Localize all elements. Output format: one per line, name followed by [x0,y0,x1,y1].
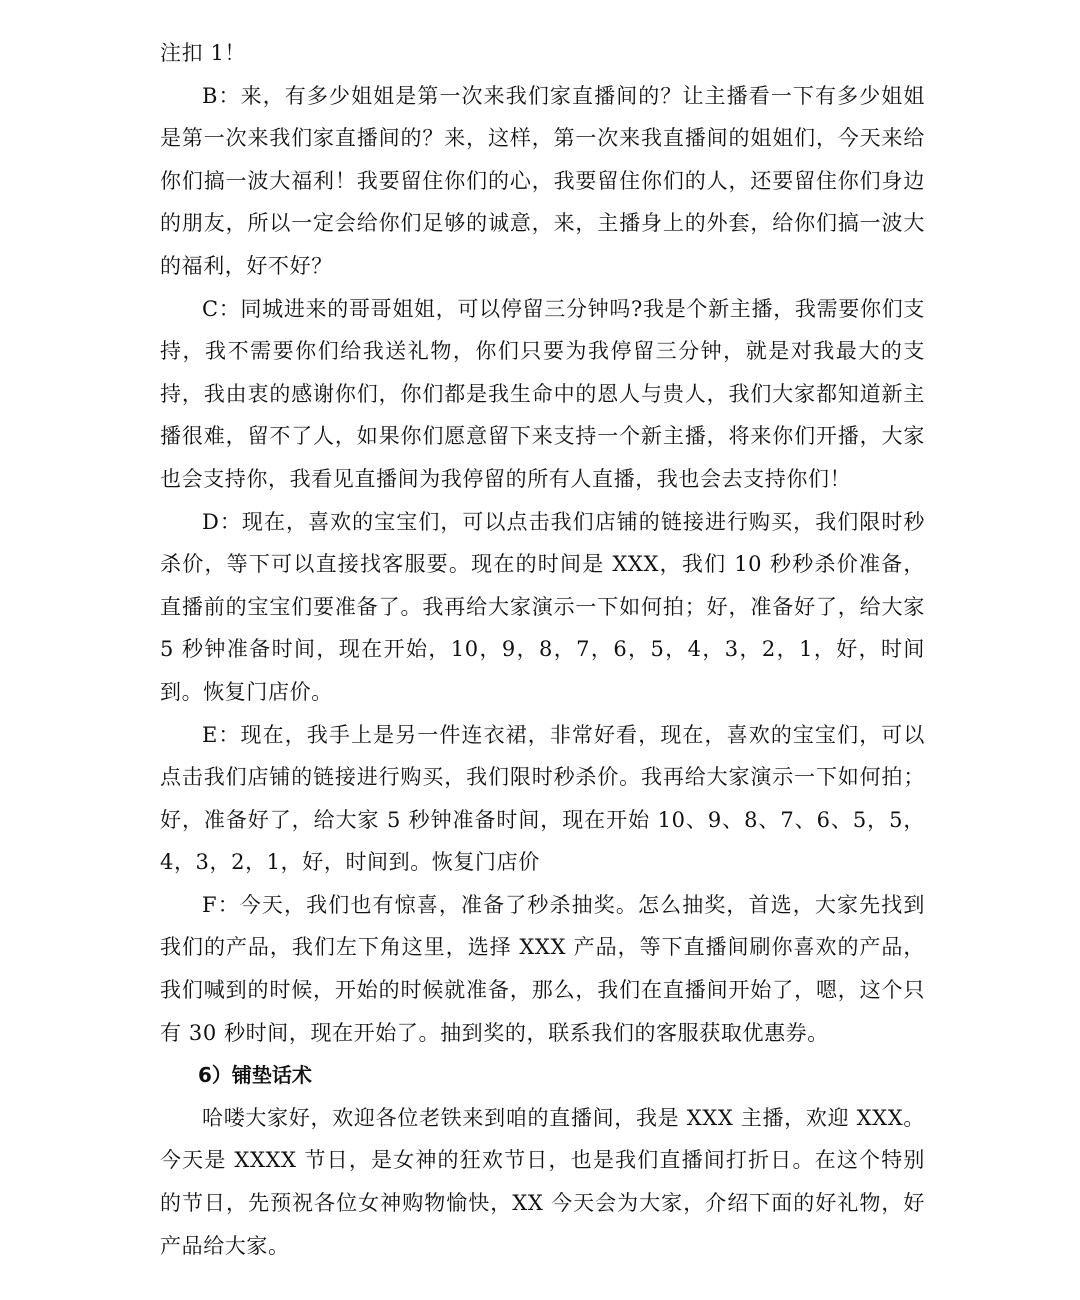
closing-paragraph: 哈喽大家好，欢迎各位老铁来到咱的直播间，我是 XXX 主播，欢迎 XXX。今天是 XXXX 节日，是女神的狂欢节日，也是我们直播间打折日。在这个特别的节日，先预祝各位女神购物愉快，XX 今天会为大家，介绍下面的好礼物，好产品给大家。 [160,1105,925,1258]
script-paragraph-c: C：同城进来的哥哥姐姐，可以停留三分钟吗?我是个新主播，我需要你们支持，我不需要你们给我送礼物，你们只要为我停留三分钟，就是对我最大的支持，我由衷的感谢你们，你们都是我生命中的恩人与贵人，我们大家都知道新主播很难，留不了人，如果你们愿意留下来支持一个新主播，将来你们开播，大家也会支持你，我看见直播间为我停留的所有人直播，我也会去支持你们！ [160,296,925,491]
script-paragraph-f: F：今天，我们也有惊喜，准备了秒杀抽奖。怎么抽奖，首选，大家先找到我们的产品，我们左下角这里，选择 XXX 产品，等下直播间刷你喜欢的产品，我们喊到的时候，开始的时候就准备，那么，我们在直播间开始了，嗯，这个只有 30 秒时间，现在开始了。抽到奖的，联系我们的客服获取优惠券。 [160,892,925,1045]
continuation-line: 注扣 1！ [160,41,247,65]
script-paragraph-e: E：现在，我手上是另一件连衣裙，非常好看，现在，喜欢的宝宝们，可以点击我们店铺的链接进行购买，我们限时秒杀价。我再给大家演示一下如何拍；好，准备好了，给大家 5 秒钟准备时间，现在开始 10、9、8、7、6、5，5，4，3，2，1，好，时间到。恢复门店价 [160,722,925,875]
script-paragraph-d: D：现在，喜欢的宝宝们，可以点击我们店铺的链接进行购买，我们限时秒杀价，等下可以直接找客服要。现在的时间是 XXX，我们 10 秒秒杀价准备，直播前的宝宝们要准备了。我再给大家演示一下如何拍；好，准备好了，给大家 5 秒钟准备时间，现在开始，10，9，8，7，6，5，4，3，2，1，好，时间到。恢复门店价。 [160,509,925,704]
script-paragraph-b: B：来，有多少姐姐是第一次来我们家直播间的？让主播看一下有多少姐姐是第一次来我们家直播间的？来，这样，第一次来我直播间的姐姐们，今天来给你们搞一波大福利！我要留住你们的心，我要留住你们的人，还要留住你们身边的朋友，所以一定会给你们足够的诚意，来，主播身上的外套，给你们搞一波大的福利，好不好？ [160,83,925,278]
document-page [160,32,925,1267]
section-heading: 6）铺垫话术 [198,1063,312,1088]
